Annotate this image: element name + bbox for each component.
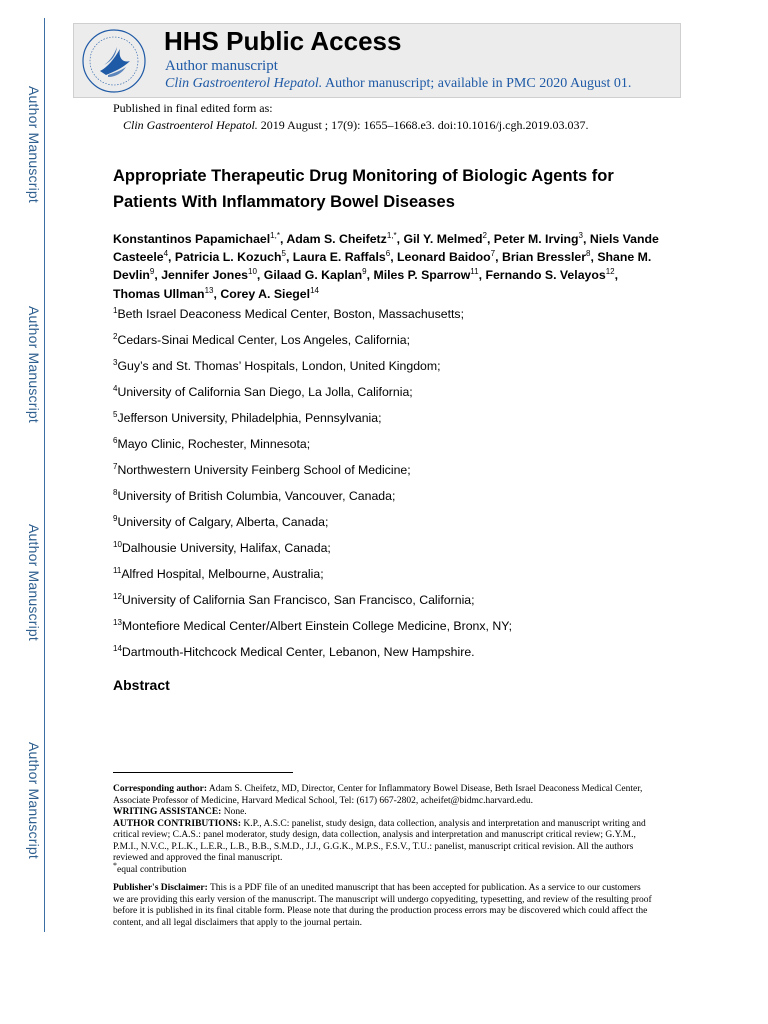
- published-label: Published in final edited form as:: [113, 101, 273, 115]
- writing-assistance-note: [113, 807, 653, 819]
- author-name: Leonard Baidoo: [397, 250, 491, 265]
- author-separator: ,: [279, 232, 287, 246]
- affiliation-text: University of California San Diego, La Jolla, California;: [117, 385, 413, 399]
- author-name: Peter M. Irving: [493, 232, 579, 246]
- published-info: [113, 100, 588, 134]
- citation-details: 2019 August ; 17(9): 1655–1668.e3. doi:10.1016/j.cgh.2019.03.037.: [260, 118, 589, 132]
- affiliation-text: Dartmouth-Hitchcock Medical Center, Lebanon, New Hampshire.: [121, 645, 475, 659]
- affiliation-number: 10: [113, 539, 122, 549]
- author-affiliation-mark: 14: [310, 285, 319, 295]
- affiliation-number: 1: [113, 305, 118, 315]
- author-affiliation-mark: 2: [482, 230, 487, 240]
- corresponding-label: Corresponding author:: [113, 784, 208, 794]
- citation-journal: Clin Gastroenterol Hepatol.: [123, 118, 258, 132]
- author-affiliation-mark: 11: [470, 267, 479, 277]
- author-separator: ,: [486, 232, 494, 246]
- author-affiliation-mark: 6: [385, 249, 391, 259]
- author-affiliation-mark: 1,*: [270, 230, 280, 240]
- affiliation-item: [113, 409, 512, 435]
- affiliation-number: 7: [113, 461, 118, 471]
- affiliation-number: 6: [113, 435, 118, 445]
- affiliation-number: 3: [113, 357, 118, 367]
- affiliation-text: Guy’s and St. Thomas’ Hospitals, London, United Kingdom;: [117, 359, 441, 373]
- journal-abbrev: Clin Gastroenterol Hepatol.: [165, 76, 323, 91]
- author-separator: ,: [614, 268, 619, 283]
- author-separator: ,: [256, 268, 264, 283]
- affiliation-number: 5: [113, 409, 118, 419]
- affiliation-item: [113, 591, 512, 617]
- author-name: Miles P. Sparrow: [373, 268, 471, 283]
- hhs-title: HHS Public Access: [164, 26, 402, 56]
- availability-text: Author manuscript; available in PMC 2020 August 01.: [324, 76, 632, 91]
- author-separator: ,: [582, 232, 590, 246]
- affiliation-number: 9: [113, 513, 118, 523]
- affiliation-number: 12: [113, 591, 122, 601]
- author-name: Thomas Ullman: [113, 286, 205, 301]
- author-separator: ,: [366, 268, 374, 283]
- author-separator: ,: [590, 250, 598, 265]
- affiliation-item: [113, 643, 512, 669]
- disclaimer-text: This is a PDF file of an unedited manuscript that has been accepted for publication. As a service to our customers we are providing this early version of the manuscript. The manuscript will undergo copyediting, typesetting, and review of the resulting proof before it is published in its final citable form. Please note that during the production process errors may be discovered which could affect the content, and all legal disclaimers that apply to the journal pertain.: [113, 883, 652, 928]
- title-line-1: Appropriate Therapeutic Drug Monitoring of Biologic Agents for: [113, 167, 614, 185]
- author-name: Gilaad G. Kaplan: [263, 268, 363, 283]
- article-title: [113, 163, 673, 215]
- title-line-2: Patients With Inflammatory Bowel Diseases: [113, 193, 455, 211]
- author-name: Fernando S. Velayos: [485, 268, 606, 283]
- manuscript-status: Author manuscript: [165, 58, 278, 74]
- abstract-heading: Abstract: [113, 677, 170, 693]
- footnotes: [113, 784, 653, 929]
- affiliation-item: [113, 487, 512, 513]
- author-list: [113, 230, 668, 303]
- author-separator: ,: [154, 268, 162, 283]
- author-affiliation-mark: 7: [490, 249, 496, 259]
- availability-line: [165, 76, 631, 92]
- author-affiliation-mark: 9: [149, 267, 155, 277]
- affiliation-number: 13: [113, 617, 122, 627]
- author-affiliation-mark: 1,*: [386, 230, 397, 240]
- hhs-header: [73, 23, 681, 98]
- writing-label: WRITING ASSISTANCE:: [113, 807, 222, 817]
- affiliation-list: [113, 305, 512, 669]
- affiliation-item: [113, 357, 512, 383]
- author-name: Adam S. Cheifetz: [286, 232, 387, 246]
- author-name: Corey A. Siegel: [220, 286, 311, 301]
- author-affiliation-mark: 10: [248, 267, 257, 277]
- corresponding-author-note: [113, 784, 653, 807]
- affiliation-item: [113, 565, 512, 591]
- author-name: Patricia L. Kozuch: [174, 250, 282, 265]
- side-label-2: Author Manuscript: [26, 306, 42, 424]
- affiliation-number: 2: [113, 331, 118, 341]
- affiliation-text: Mayo Clinic, Rochester, Minnesota;: [117, 437, 311, 451]
- affiliation-text: Beth Israel Deaconess Medical Center, Boston, Massachusetts;: [117, 307, 464, 321]
- equal-contribution-note: [113, 860, 653, 877]
- corresponding-text: Adam S. Cheifetz, MD, Director, Center for Inflammatory Bowel Disease, Beth Israel Deaconess Medical Center, Associate Professor of Medicine, Harvard Medical School, Tel: (617) 667-2802, acheifet@bidmc.harvard.edu.: [113, 784, 643, 806]
- side-label-1: Author Manuscript: [26, 86, 42, 204]
- author-separator: ,: [396, 232, 404, 246]
- affiliation-item: [113, 461, 512, 487]
- affiliation-number: 4: [113, 383, 118, 393]
- affiliation-text: University of Calgary, Alberta, Canada;: [117, 515, 329, 529]
- author-name: Konstantinos Papamichael: [113, 232, 271, 246]
- affiliation-text: Dalhousie University, Halifax, Canada;: [121, 541, 331, 555]
- publisher-disclaimer: [113, 883, 653, 929]
- affiliation-number: 14: [113, 643, 122, 653]
- side-label-3: Author Manuscript: [26, 524, 42, 642]
- affiliation-text: Alfred Hospital, Melbourne, Australia;: [121, 567, 324, 581]
- side-rule: [44, 18, 45, 932]
- affiliation-text: Montefiore Medical Center/Albert Einstein College Medicine, Bronx, NY;: [121, 619, 513, 633]
- author-affiliation-mark: 4: [163, 249, 169, 259]
- affiliation-text: University of British Columbia, Vancouver, Canada;: [117, 489, 396, 503]
- author-affiliation-mark: 3: [578, 230, 583, 240]
- author-contributions-note: [113, 819, 653, 865]
- writing-text: None.: [221, 807, 247, 817]
- author-separator: ,: [478, 268, 486, 283]
- author-name: Gil Y. Melmed: [403, 232, 483, 246]
- affiliation-number: 11: [113, 565, 122, 575]
- side-label-4: Author Manuscript: [26, 742, 42, 860]
- affiliation-number: 8: [113, 487, 118, 497]
- affiliation-item: [113, 617, 512, 643]
- citation: [113, 117, 588, 134]
- affiliation-text: Cedars-Sinai Medical Center, Los Angeles, California;: [117, 333, 410, 347]
- author-separator: ,: [168, 250, 175, 265]
- author-name: Brian Bressler: [501, 250, 587, 265]
- author-affiliation-mark: 9: [362, 267, 367, 277]
- author-name: Shane M. Devlin: [113, 250, 652, 283]
- hhs-eagle-logo-icon: [80, 27, 148, 95]
- author-affiliation-mark: 13: [204, 285, 214, 295]
- affiliation-text: University of California San Francisco, San Francisco, California;: [121, 593, 475, 607]
- author-name: Jennifer Jones: [161, 268, 248, 283]
- author-separator: ,: [285, 250, 293, 265]
- contrib-text: K.P., A.S.C: panelist, study design, data collection, analysis and interpretation and manuscript writing and critical review; C.A.S.: panel moderator, study design, data collection, analysis and interpretation and manuscript critical review; G.Y.M., P.M.I., N.V.C., P.L.K., L.E.R., L.B., B.B., S.M.D., J.J., G.G.K., M.P.S., F.S.V., T.U.: panelist, manuscript critical revision. All the authors reviewed and approved the final manuscript.: [113, 818, 646, 863]
- author-affiliation-mark: 8: [586, 249, 591, 259]
- author-separator: ,: [495, 250, 502, 265]
- equal-mark: *: [113, 860, 117, 870]
- author-name: Niels Vande Casteele: [113, 232, 659, 265]
- author-name: Laura E. Raffals: [292, 250, 386, 265]
- affiliation-text: Jefferson University, Philadelphia, Pennsylvania;: [117, 411, 382, 425]
- author-separator: ,: [213, 286, 221, 301]
- equal-text: equal contribution: [117, 864, 187, 875]
- affiliation-item: [113, 435, 512, 461]
- affiliation-item: [113, 305, 512, 331]
- affiliation-item: [113, 331, 512, 357]
- author-separator: ,: [390, 250, 398, 265]
- disclaimer-label: Publisher's Disclaimer:: [113, 883, 208, 893]
- footnote-divider: [113, 772, 293, 773]
- affiliation-item: [113, 539, 512, 565]
- author-affiliation-mark: 5: [281, 249, 286, 259]
- affiliation-item: [113, 513, 512, 539]
- affiliation-item: [113, 383, 512, 409]
- author-affiliation-mark: 12: [605, 267, 615, 277]
- affiliation-text: Northwestern University Feinberg School of Medicine;: [117, 463, 411, 477]
- contrib-label: AUTHOR CONTRIBUTIONS:: [113, 818, 242, 829]
